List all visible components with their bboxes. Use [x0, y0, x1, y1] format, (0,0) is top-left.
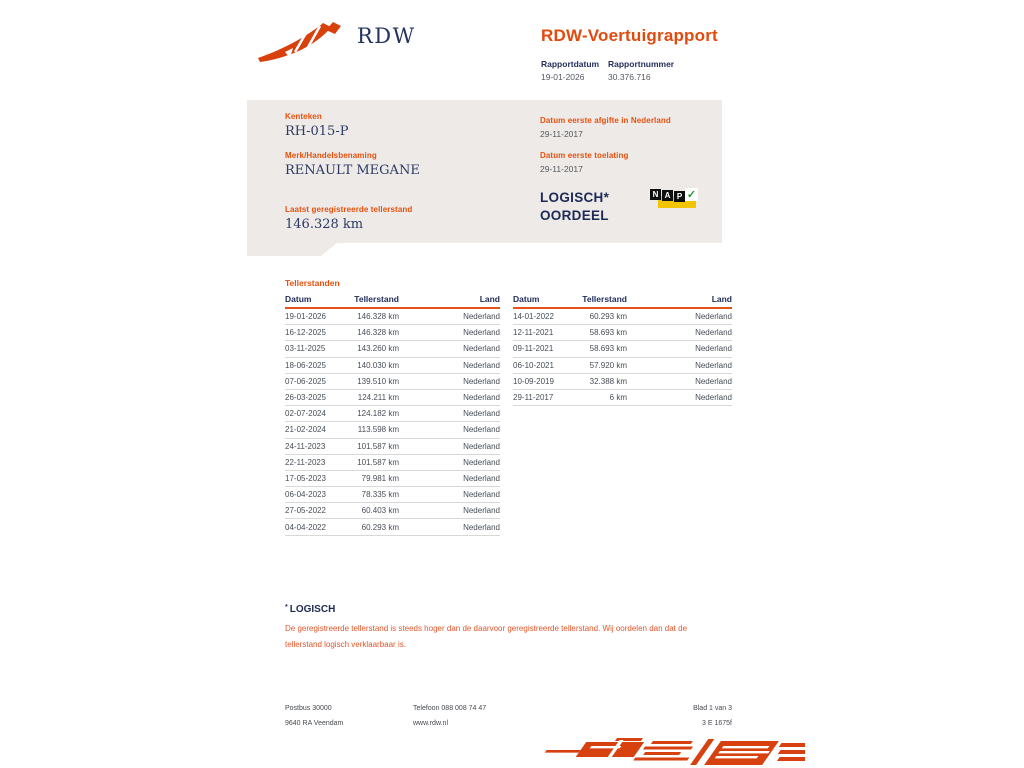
cell-teller: 60.293 km: [352, 519, 399, 535]
cell-land: Nederland: [627, 373, 732, 389]
eerste-toelating-value: 29-11-2017: [540, 164, 583, 174]
cell-datum: 21-02-2024: [285, 422, 352, 438]
report-meta: [541, 59, 718, 82]
cell-teller: 101.587 km: [352, 438, 399, 454]
rdw-speedlines-graphic: [543, 738, 805, 768]
nap-letter-n: N: [650, 189, 661, 200]
cell-datum: 03-11-2025: [285, 341, 352, 357]
cell-teller: 32.388 km: [580, 373, 627, 389]
nap-checkmark-icon: ✓: [686, 189, 697, 201]
cell-datum: 24-11-2023: [285, 438, 352, 454]
table-row: [513, 373, 732, 389]
cell-datum: 26-03-2025: [285, 389, 352, 405]
table-row: [285, 389, 500, 405]
kenteken-value: RH-015-P: [285, 124, 349, 139]
footer-page-number: Blad 1 van 3: [693, 705, 732, 712]
footnote-text: De geregistreerde tellerstand is steeds hoger dan de daarvoor geregistreerde tellerstand. Wij oordelen dan dat de tellerstand logisch verklaarbaar is.: [285, 624, 688, 649]
cell-datum: 18-06-2025: [285, 357, 352, 373]
cell-land: Nederland: [399, 406, 500, 422]
laatste-tellerstand-label: Laatst geregistreerde tellerstand: [285, 205, 413, 214]
report-number-value: 30.376.716: [608, 72, 651, 82]
cell-land: Nederland: [399, 357, 500, 373]
footnote-asterisk: *: [285, 604, 288, 611]
kenteken-label: Kenteken: [285, 112, 322, 121]
cell-datum: 22-11-2023: [285, 454, 352, 470]
column-header-land: Land: [399, 292, 500, 308]
nap-logo: [650, 187, 698, 211]
oordeel-text: LOGISCH* OORDEEL: [540, 190, 610, 223]
cell-land: Nederland: [399, 470, 500, 486]
cell-teller: 60.293 km: [580, 308, 627, 325]
cell-land: Nederland: [627, 389, 732, 405]
cell-teller: 140.030 km: [352, 357, 399, 373]
cell-datum: 10-09-2019: [513, 373, 580, 389]
cell-teller: 60.403 km: [352, 503, 399, 519]
cell-land: Nederland: [399, 373, 500, 389]
footer-form-code: 3 E 1675f: [702, 719, 732, 727]
cell-datum: 19-01-2026: [285, 308, 352, 325]
cell-land: Nederland: [399, 487, 500, 503]
eerste-afgifte-value: 29-11-2017: [540, 129, 583, 139]
logisch-footnote: [285, 604, 721, 652]
table-row: [285, 438, 500, 454]
table-row: [285, 470, 500, 486]
cell-land: Nederland: [399, 341, 500, 357]
cell-teller: 146.328 km: [352, 325, 399, 341]
cell-land: Nederland: [399, 438, 500, 454]
cell-datum: 07-06-2025: [285, 373, 352, 389]
column-header-datum: Datum: [513, 292, 580, 308]
cell-datum: 16-12-2025: [285, 325, 352, 341]
table-row: [285, 454, 500, 470]
nap-letter-a: A: [662, 190, 673, 201]
table-row: [285, 357, 500, 373]
laatste-tellerstand-value: 146.328 km: [285, 217, 364, 232]
eerste-afgifte-label: Datum eerste afgifte in Nederland: [540, 116, 671, 125]
cell-datum: 17-05-2023: [285, 470, 352, 486]
eerste-toelating-label: Datum eerste toelating: [540, 151, 629, 160]
cell-teller: 143.260 km: [352, 341, 399, 357]
panel-corner-tab: [247, 243, 337, 256]
cell-teller: 58.693 km: [580, 341, 627, 357]
page-footer: [285, 702, 732, 731]
report-number-label: Rapportnummer: [608, 59, 675, 69]
table-row: [285, 308, 500, 325]
cell-teller: 58.693 km: [580, 325, 627, 341]
vehicle-summary-panel: [247, 100, 722, 243]
cell-land: Nederland: [399, 325, 500, 341]
table-row: [513, 389, 732, 405]
table-row: [285, 325, 500, 341]
report-date-value: 19-01-2026: [541, 72, 585, 82]
cell-teller: 113.598 km: [352, 422, 399, 438]
column-header-tellerstand: Tellerstand: [580, 292, 627, 308]
footer-address-line1: Postbus 30000: [285, 705, 332, 712]
table-row: [513, 325, 732, 341]
cell-land: Nederland: [399, 454, 500, 470]
report-title: RDW-Voertuigrapport: [541, 26, 718, 45]
cell-land: Nederland: [627, 341, 732, 357]
table-row: [285, 406, 500, 422]
cell-land: Nederland: [399, 389, 500, 405]
cell-datum: 29-11-2017: [513, 389, 580, 405]
column-header-tellerstand: Tellerstand: [352, 292, 399, 308]
rdw-logo: [257, 22, 416, 62]
rdw-logo-text: RDW: [357, 24, 416, 48]
table-row: [285, 503, 500, 519]
nap-letter-p: P: [674, 191, 685, 202]
table-row: [285, 373, 500, 389]
cell-datum: 14-01-2022: [513, 308, 580, 325]
footer-phone: Telefoon 088 008 74 47: [413, 705, 487, 712]
tellerstanden-table-left: [285, 292, 500, 536]
tellerstanden-table-right: [513, 292, 732, 406]
cell-datum: 27-05-2022: [285, 503, 352, 519]
cell-teller: 101.587 km: [352, 454, 399, 470]
merk-value: RENAULT MEGANE: [285, 163, 420, 178]
cell-teller: 139.510 km: [352, 373, 399, 389]
table-row: [285, 341, 500, 357]
column-header-land: Land: [627, 292, 732, 308]
table-row: [285, 519, 500, 535]
footer-address-line2: 9640 RA Veendam: [285, 719, 344, 727]
cell-teller: 146.328 km: [352, 308, 399, 325]
footnote-title: * LOGISCH: [285, 604, 336, 615]
cell-datum: 12-11-2021: [513, 325, 580, 341]
cell-land: Nederland: [399, 519, 500, 535]
cell-datum: 09-11-2021: [513, 341, 580, 357]
cell-land: Nederland: [399, 308, 500, 325]
rdw-wing-icon: [257, 22, 341, 62]
cell-datum: 06-04-2023: [285, 487, 352, 503]
cell-land: Nederland: [627, 308, 732, 325]
table-row: [285, 422, 500, 438]
cell-teller: 124.211 km: [352, 389, 399, 405]
cell-land: Nederland: [399, 422, 500, 438]
cell-datum: 04-04-2022: [285, 519, 352, 535]
table-row: [513, 357, 732, 373]
cell-teller: 124.182 km: [352, 406, 399, 422]
footer-website: www.rdw.nl: [413, 719, 449, 727]
cell-teller: 57.920 km: [580, 357, 627, 373]
column-header-datum: Datum: [285, 292, 352, 308]
cell-land: Nederland: [627, 357, 732, 373]
cell-land: Nederland: [627, 325, 732, 341]
report-date-label: Rapportdatum: [541, 59, 600, 69]
merk-label: Merk/Handelsbenaming: [285, 151, 377, 160]
table-row: [513, 308, 732, 325]
cell-datum: 02-07-2024: [285, 406, 352, 422]
table-row: [285, 487, 500, 503]
table-row: [513, 341, 732, 357]
cell-teller: 6 km: [580, 389, 627, 405]
cell-teller: 79.981 km: [352, 470, 399, 486]
cell-teller: 78.335 km: [352, 487, 399, 503]
cell-datum: 06-10-2021: [513, 357, 580, 373]
tellerstanden-section-title: Tellerstanden: [285, 278, 340, 288]
cell-land: Nederland: [399, 503, 500, 519]
